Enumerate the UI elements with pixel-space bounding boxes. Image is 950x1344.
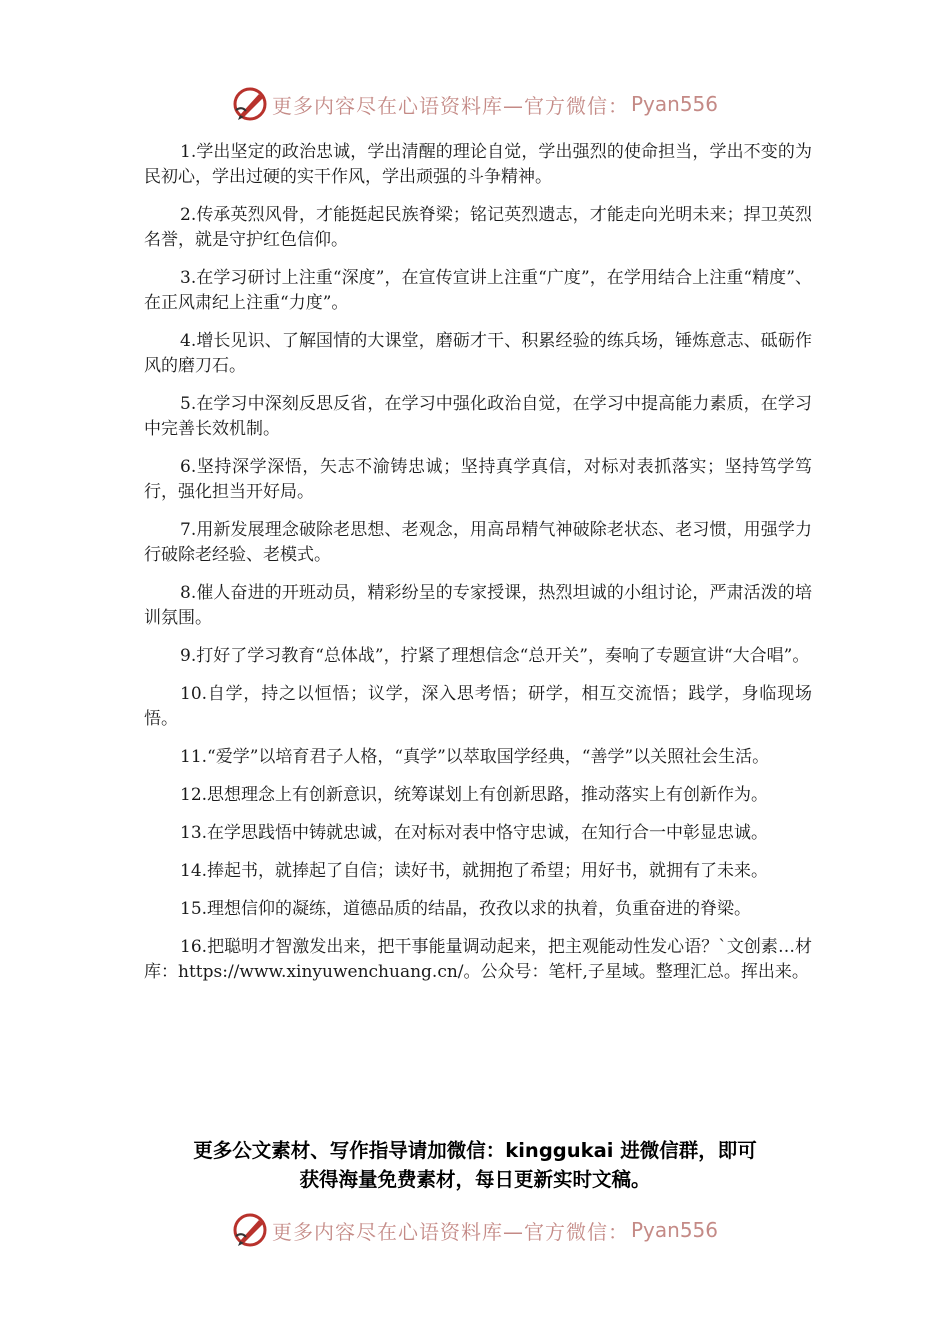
promo-notice bbox=[140, 1136, 810, 1194]
document-body bbox=[144, 140, 812, 998]
footer-wechat-id: Pyan556 bbox=[630, 1218, 718, 1242]
list-item: 16.把聪明才智激发出来，把干事能量调动起来，把主观能动性发心语？`文创素…材库：https://www.xinyuwenchuang.cn/。公众号：笔杆,子星域。整理汇总。挥出来。 bbox=[144, 937, 812, 982]
list-item: 12.思想理念上有创新意识，统筹谋划上有创新思路，推动落实上有创新作为。 bbox=[180, 785, 769, 805]
list-item: 11.“爱学”以培育君子人格，“真学”以萃取国学经典，“善学”以关照社会生活。 bbox=[180, 747, 770, 767]
list-item: 13.在学思践悟中铸就忠诚，在对标对表中恪守忠诚，在知行合一中彰显忠诚。 bbox=[180, 823, 769, 843]
header-banner bbox=[0, 84, 950, 124]
pen-logo-icon bbox=[232, 1212, 268, 1248]
pen-logo-icon bbox=[232, 86, 268, 122]
header-wechat-id: Pyan556 bbox=[630, 92, 718, 116]
promo-line-2: 获得海量免费素材，每日更新实时文稿。 bbox=[299, 1168, 651, 1191]
promo-line-1: 更多公文素材、写作指导请加微信：kinggukai 进微信群，即可 bbox=[193, 1139, 757, 1162]
list-item: 14.捧起书，就捧起了自信；读好书，就拥抱了希望；用好书，就拥有了未来。 bbox=[180, 861, 769, 881]
footer-banner-text: 更多内容尽在心语资料库—官方微信： bbox=[271, 1219, 629, 1244]
list-item: 9.打好了学习教育“总体战”，拧紧了理想信念“总开关”，奏响了专题宣讲“大合唱”。 bbox=[180, 646, 810, 666]
list-item: 2.传承英烈风骨，才能挺起民族脊梁；铭记英烈遗志，才能走向光明未来；捍卫英烈名誉，就是守护红色信仰。 bbox=[144, 205, 812, 250]
list-item: 1.学出坚定的政治忠诚，学出清醒的理论自觉，学出强烈的使命担当，学出不变的为民初心，学出过硬的实干作风，学出顽强的斗争精神。 bbox=[144, 142, 812, 187]
list-item: 7.用新发展理念破除老思想、老观念，用高昂精气神破除老状态、老习惯，用强学力行破除老经验、老模式。 bbox=[144, 520, 812, 565]
list-item: 4.增长见识、了解国情的大课堂，磨砺才干、积累经验的练兵场，锤炼意志、砥砺作风的磨刀石。 bbox=[144, 331, 812, 376]
list-item: 6.坚持深学深悟，矢志不渝铸忠诚；坚持真学真信，对标对表抓落实；坚持笃学笃行，强化担当开好局。 bbox=[144, 457, 812, 502]
list-item: 8.催人奋进的开班动员，精彩纷呈的专家授课，热烈坦诚的小组讨论，严肃活泼的培训氛围。 bbox=[144, 583, 812, 628]
list-item: 5.在学习中深刻反思反省，在学习中强化政治自觉，在学习中提高能力素质，在学习中完善长效机制。 bbox=[144, 394, 812, 439]
footer-banner bbox=[0, 1210, 950, 1250]
list-item: 15.理想信仰的凝练，道德品质的结晶，孜孜以求的执着，负重奋进的脊梁。 bbox=[180, 899, 752, 919]
list-item: 10.自学，持之以恒悟；议学，深入思考悟；研学，相互交流悟；践学，身临现场悟。 bbox=[144, 684, 812, 729]
list-item: 3.在学习研讨上注重“深度”，在宣传宣讲上注重“广度”，在学用结合上注重“精度”、在正风肃纪上注重“力度”。 bbox=[144, 268, 812, 313]
header-banner-text: 更多内容尽在心语资料库—官方微信： bbox=[271, 93, 629, 118]
